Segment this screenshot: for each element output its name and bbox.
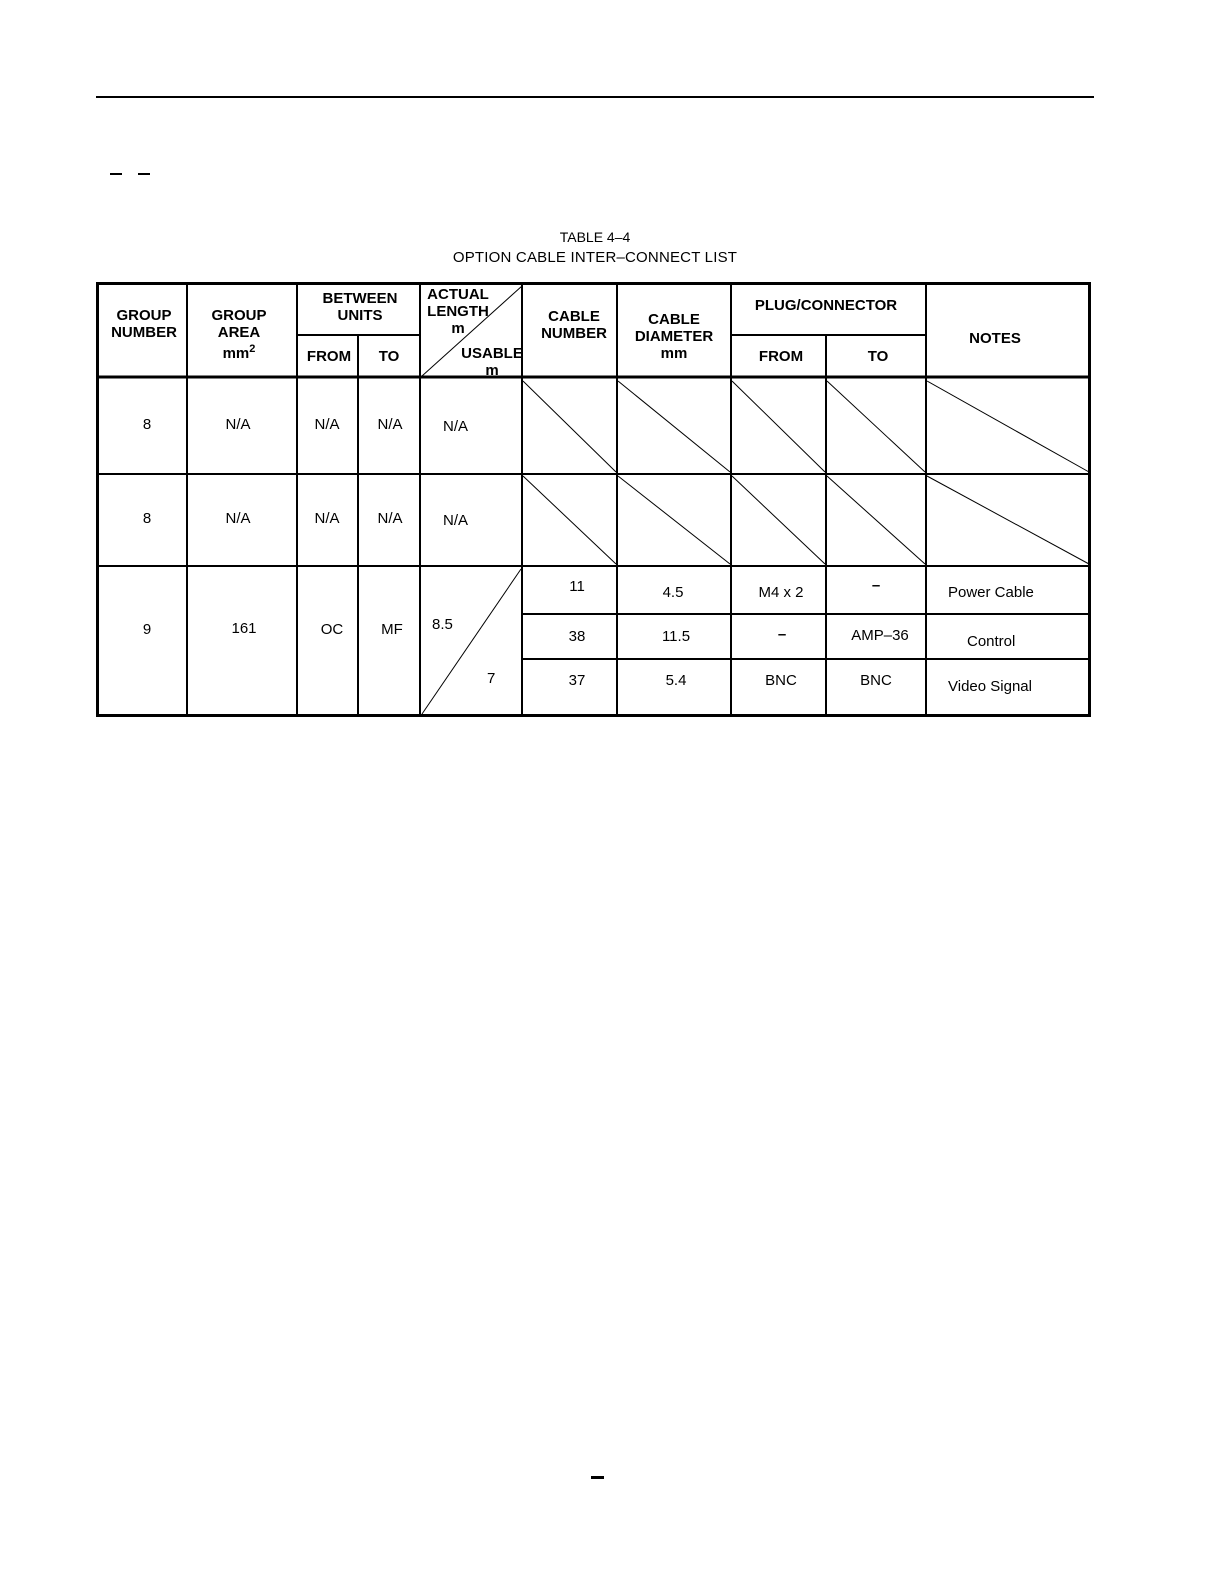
cable-number: 37 (568, 672, 586, 689)
header-usable: USABLE m (461, 345, 523, 379)
row1-from: N/A (314, 416, 340, 433)
header-actual-length: ACTUAL LENGTH m (427, 286, 489, 337)
cable-diameter: 5.4 (665, 672, 687, 689)
cable-number: 11 (569, 578, 585, 595)
row3-from: OC (320, 621, 344, 638)
na-diagonal (523, 381, 616, 472)
plug-from: – (777, 626, 787, 643)
row2-to: N/A (377, 510, 403, 527)
row3-usable-length: 7 (487, 670, 496, 687)
na-diagonal (618, 381, 730, 472)
na-diagonal (827, 381, 925, 472)
row1-group: 8 (142, 416, 152, 433)
cable-note: Power Cable (948, 584, 1034, 601)
header-between-from: FROM (306, 348, 352, 365)
plug-to: AMP–36 (851, 627, 909, 644)
header-plug-to: TO (867, 348, 889, 365)
table-number: TABLE 4–4 (559, 229, 631, 245)
header-group-area: GROUP AREA $mm^2$ (211, 307, 267, 362)
row2-from: N/A (314, 510, 340, 527)
header-group-number: GROUP NUMBER (111, 307, 177, 341)
header-cable-diameter: CABLE DIAMETER mm (634, 311, 714, 362)
na-diagonal (827, 476, 925, 564)
row2-area: N/A (225, 510, 251, 527)
plug-from: M4 x 2 (758, 584, 804, 601)
row2-length: N/A (443, 512, 469, 529)
na-diagonal (927, 381, 1089, 472)
plug-to: BNC (860, 672, 892, 689)
cable-number: 38 (568, 628, 586, 645)
row3-area: 161 (231, 620, 257, 637)
row2-group: 8 (142, 510, 152, 527)
row1-to: N/A (377, 416, 403, 433)
row3-group: 9 (142, 621, 152, 638)
plug-to: – (871, 577, 881, 594)
header-notes: NOTES (969, 330, 1021, 347)
na-diagonal (523, 476, 616, 564)
cable-note: Control (967, 633, 1016, 650)
header-rule (96, 96, 1094, 98)
cable-note: Video Signal (948, 678, 1032, 695)
header-between-units: BETWEEN UNITS (322, 290, 398, 324)
header-cable-number: CABLE NUMBER (541, 308, 607, 342)
cable-diameter: 4.5 (662, 584, 684, 601)
cable-table (96, 282, 1091, 717)
cable-diameter: 11.5 (661, 628, 691, 645)
row3-actual-length: 8.5 (432, 616, 453, 633)
table-title: OPTION CABLE INTER–CONNECT LIST (452, 249, 738, 266)
header-dash (110, 173, 122, 175)
row1-length: N/A (443, 418, 469, 435)
row1-area: N/A (225, 416, 251, 433)
header-plug-connector: PLUG/CONNECTOR (754, 297, 898, 314)
na-diagonal (927, 476, 1089, 564)
na-diagonal (732, 476, 825, 564)
length-diagonal (422, 569, 521, 714)
header-plug-from: FROM (758, 348, 804, 365)
page-number-dash (591, 1476, 604, 1479)
na-diagonal (618, 476, 730, 564)
plug-from: BNC (765, 672, 797, 689)
row3-to: MF (381, 621, 403, 638)
header-dash (138, 173, 150, 175)
header-between-to: TO (378, 348, 400, 365)
na-diagonal (732, 381, 825, 472)
